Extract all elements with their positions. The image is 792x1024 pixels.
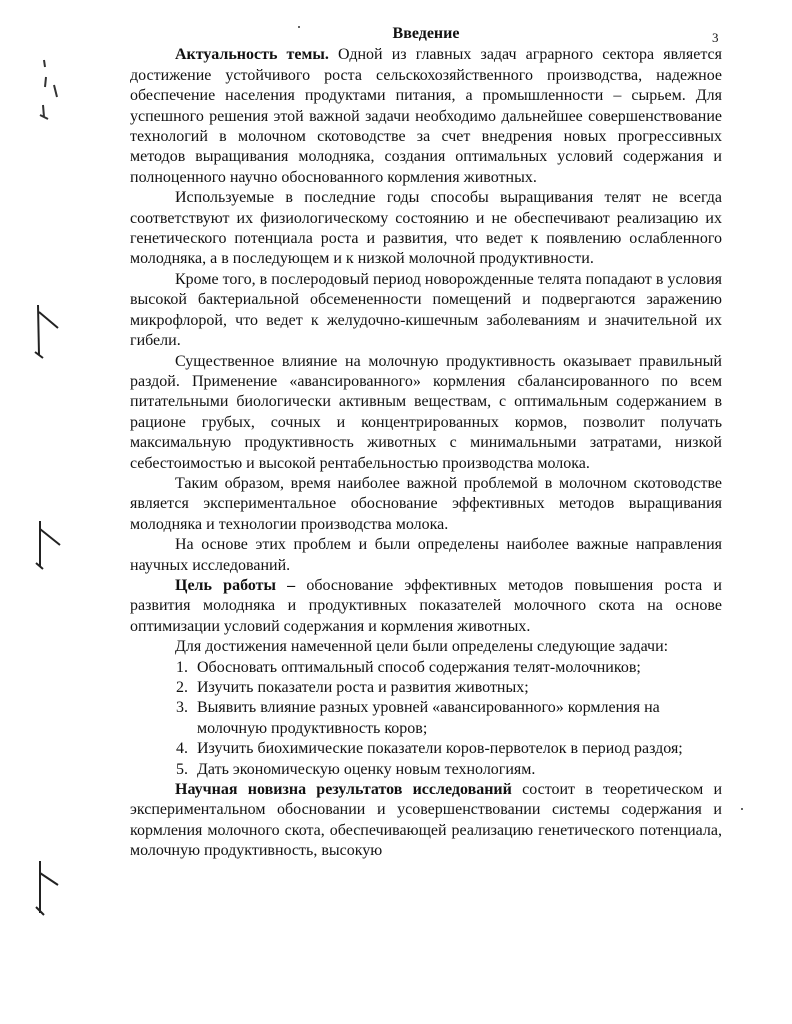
task-text: Обосновать оптимальный способ содержания телят-молочников; [197, 658, 641, 676]
task-text: Дать экономическую оценку новым технологиям. [197, 760, 536, 778]
paragraph: На основе этих проблем и были определены наиболее важные направления научных исследований. [130, 536, 722, 574]
goal-paragraph [130, 576, 722, 637]
list-item [176, 658, 722, 678]
novelty-text: состоит в теоретическом и экспериментальном обосновании и усовершенствовании системы содержания и кормления молочного скота, обеспечивающей реализацию генетического потенциала, молочную продуктивность, высокую [130, 781, 723, 860]
task-text: Изучить биохимические показатели коров-первотелок в период раздоя; [197, 740, 683, 758]
task-number: 4. [176, 740, 188, 758]
task-number: 3. [176, 699, 188, 717]
paragraph: Таким образом, время наиболее важной проблемой в молочном скотоводстве является экспериментальное обоснование эффективных методов выращивания молодняка и технологии производства молока. [130, 474, 722, 533]
goal-label: Цель работы – [175, 576, 296, 594]
task-text: Изучить показатели роста и развития животных; [197, 679, 529, 696]
tasks-list [130, 658, 722, 780]
margin-mark-3 [30, 515, 70, 585]
relevance-text: Одной из главных задач аграрного сектора является достижение устойчивого роста сельскохозяйственного производства, надежное обеспечение населения продуктами питания, а промышленности – сырьем. Для успешного решения этой важной задачи необходимо дальнейшее совершенствование технологий в молочном скотоводстве за счет внедрения новых прогрессивных методов выращивания молодняка, создания оптимальных условий содержания и полноценного научно обоснованного кормления животных. [130, 46, 722, 186]
relevance-paragraph [130, 45, 722, 188]
task-text: Выявить влияние разных уровней «авансированного» кормления на молочную продуктивность коров; [197, 699, 660, 737]
margin-mark-4 [30, 855, 70, 925]
novelty-label: Научная новизна результатов исследований [175, 781, 512, 799]
relevance-label: Актуальность темы. [175, 46, 329, 64]
paragraph: Существенное влияние на молочную продуктивность оказывает правильный раздой. Применение «авансированного» кормления сбалансированного по всем питательными биологически активным веществам, с оптимальным содержанием в рационе грубых, сочных и концентрированных кормов, позволит получать максимальную продуктивность животных с минимальными затратами, низкой себестоимостью и высокой рентабельностью производства молока. [130, 352, 722, 472]
margin-mark-1 [32, 55, 72, 130]
list-item [176, 698, 722, 739]
task-number: 2. [176, 679, 188, 696]
document-body [130, 24, 722, 862]
margin-mark-2 [30, 300, 70, 370]
list-item [176, 760, 722, 780]
task-number: 5. [176, 760, 188, 778]
goal-text: обоснование эффективных методов повышения роста и развития молодняка и продуктивных показателей молочного скота на основе оптимизации условий содержания и кормления животных. [130, 576, 722, 635]
page-number: 3 [712, 30, 719, 45]
list-item [176, 739, 722, 759]
list-item [176, 678, 722, 698]
task-number: 1. [176, 658, 188, 676]
paragraph: Кроме того, в послеродовый период новорожденные телята попадают в условия высокой бактериальной обсемененности помещений и подвергаются заражению микрофлорой, что ведет к желудочно-кишечным заболеваниям и значительной их гибели. [130, 270, 722, 350]
scan-speck [741, 808, 743, 810]
novelty-paragraph [130, 780, 722, 862]
paragraph: Используемые в последние годы способы выращивания телят не всегда соответствуют их физиологическому состоянию и не обеспечивают реализацию их генетического потенциала роста и развития, что ведет к появлению ослабленного молодняка, а в последующем и к низкой молочной продуктивности. [130, 189, 722, 268]
tasks-intro: Для достижения намеченной цели были определены следующие задачи: [175, 638, 669, 656]
section-heading: Введение [392, 25, 460, 42]
